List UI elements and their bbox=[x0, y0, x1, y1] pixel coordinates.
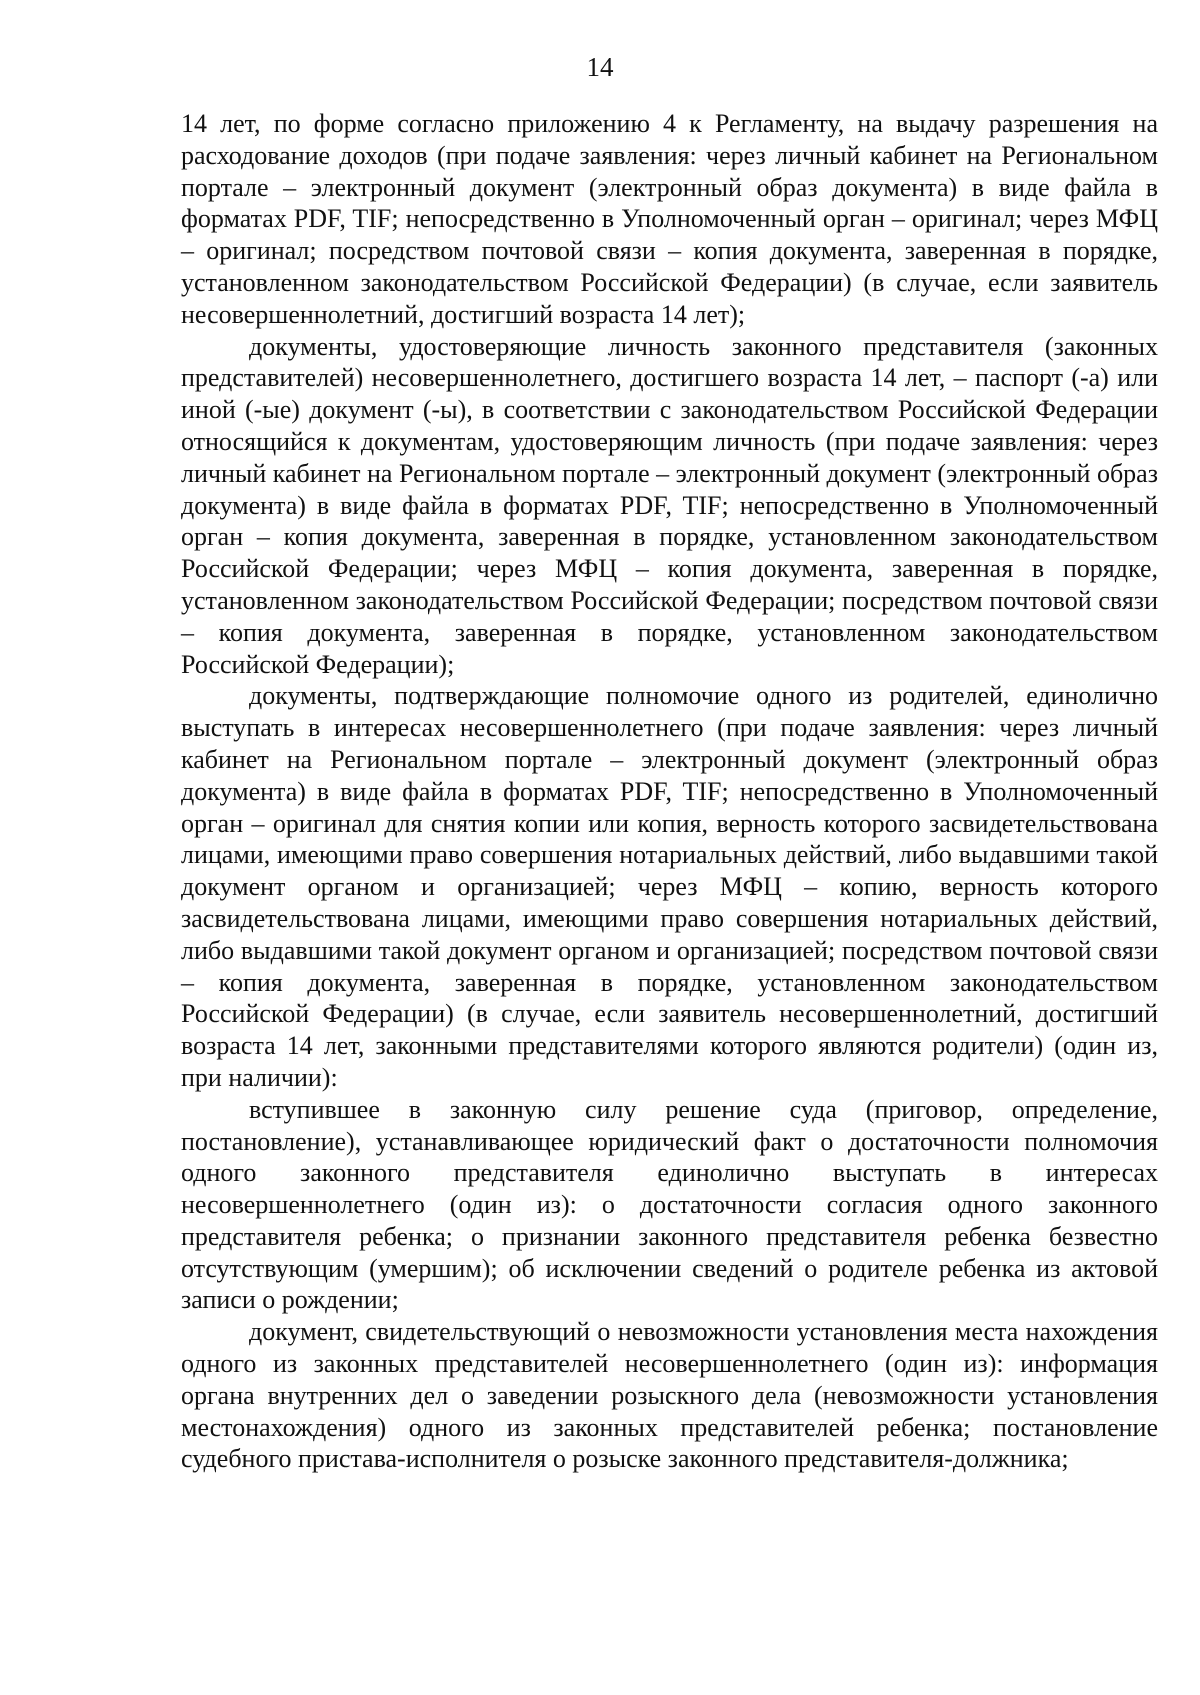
paragraph-4: вступившее в законную силу решение суда (приговор, определение, постановление), устанавливающее юридический факт о достаточности полномочия одного законного представителя единолично выступать в интересах несовершеннолетнего (один из): о достаточности согласия одного законного представителя ребенка; о признании законного представителя ребенка безвестно отсутствующим (умершим); об исключении сведений о родителе ребенка из актовой записи о рождении; bbox=[181, 1094, 1158, 1315]
document-body bbox=[181, 108, 1158, 1475]
paragraph-5: документ, свидетельствующий о невозможности установления места нахождения одного из законных представителей несовершеннолетнего (один из): информация органа внутренних дел о заведении розыскного дела (невозможности установления местонахождения) одного из законных представителей ребенка; постановление судебного пристава-исполнителя о розыске законного представителя-должника; bbox=[181, 1317, 1158, 1474]
paragraph-1: 14 лет, по форме согласно приложению 4 к Регламенту, на выдачу разрешения на расходование доходов (при подаче заявления: через личный кабинет на Региональном портале – электронный документ (электронный образ документа) в виде файла в форматах PDF, TIF; непосредственно в Уполномоченный орган – оригинал; через МФЦ – оригинал; посредством почтовой связи – копия документа, заверенная в порядке, установленном законодательством Российской Федерации) (в случае, если заявитель несовершеннолетний, достигший возраста 14 лет); bbox=[181, 109, 1158, 329]
page-number: 14 bbox=[586, 52, 614, 82]
paragraph-2: документы, удостоверяющие личность законного представителя (законных представителей) несовершеннолетнего, достигшего возраста 14 лет, – паспорт (-а) или иной (-ые) документ (-ы), в соответствии с законодательством Российской Федерации относящийся к документам, удостоверяющим личность (при подаче заявления: через личный кабинет на Региональном портале – электронный документ (электронный образ документа) в виде файла в форматах PDF, TIF; непосредственно в Уполномоченный орган – копия документа, заверенная в порядке, установленном законодательством Российской Федерации; через МФЦ – копия документа, заверенная в порядке, установленном законодательством Российской Федерации; посредством почтовой связи – копия документа, заверенная в порядке, установленном законодательством Российской Федерации); bbox=[181, 331, 1158, 679]
paragraph-3: документы, подтверждающие полномочие одного из родителей, единолично выступать в интересах несовершеннолетнего (при подаче заявления: через личный кабинет на Региональном портале – электронный документ (электронный образ документа) в виде файла в форматах PDF, TIF; непосредственно в Уполномоченный орган – оригинал для снятия копии или копия, верность которого засвидетельствована лицами, имеющими право совершения нотариальных действий, либо выдавшими такой документ органом и организацией; через МФЦ – копию, верность которого засвидетельствована лицами, имеющими право совершения нотариальных действий, либо выдавшими такой документ органом и организацией; посредством почтовой связи – копия документа, заверенная в порядке, установленном законодательством Российской Федерации) (в случае, если заявитель несовершеннолетний, достигший возраста 14 лет, законными представителями которого являются родители) (один из, при наличии): bbox=[181, 681, 1158, 1092]
